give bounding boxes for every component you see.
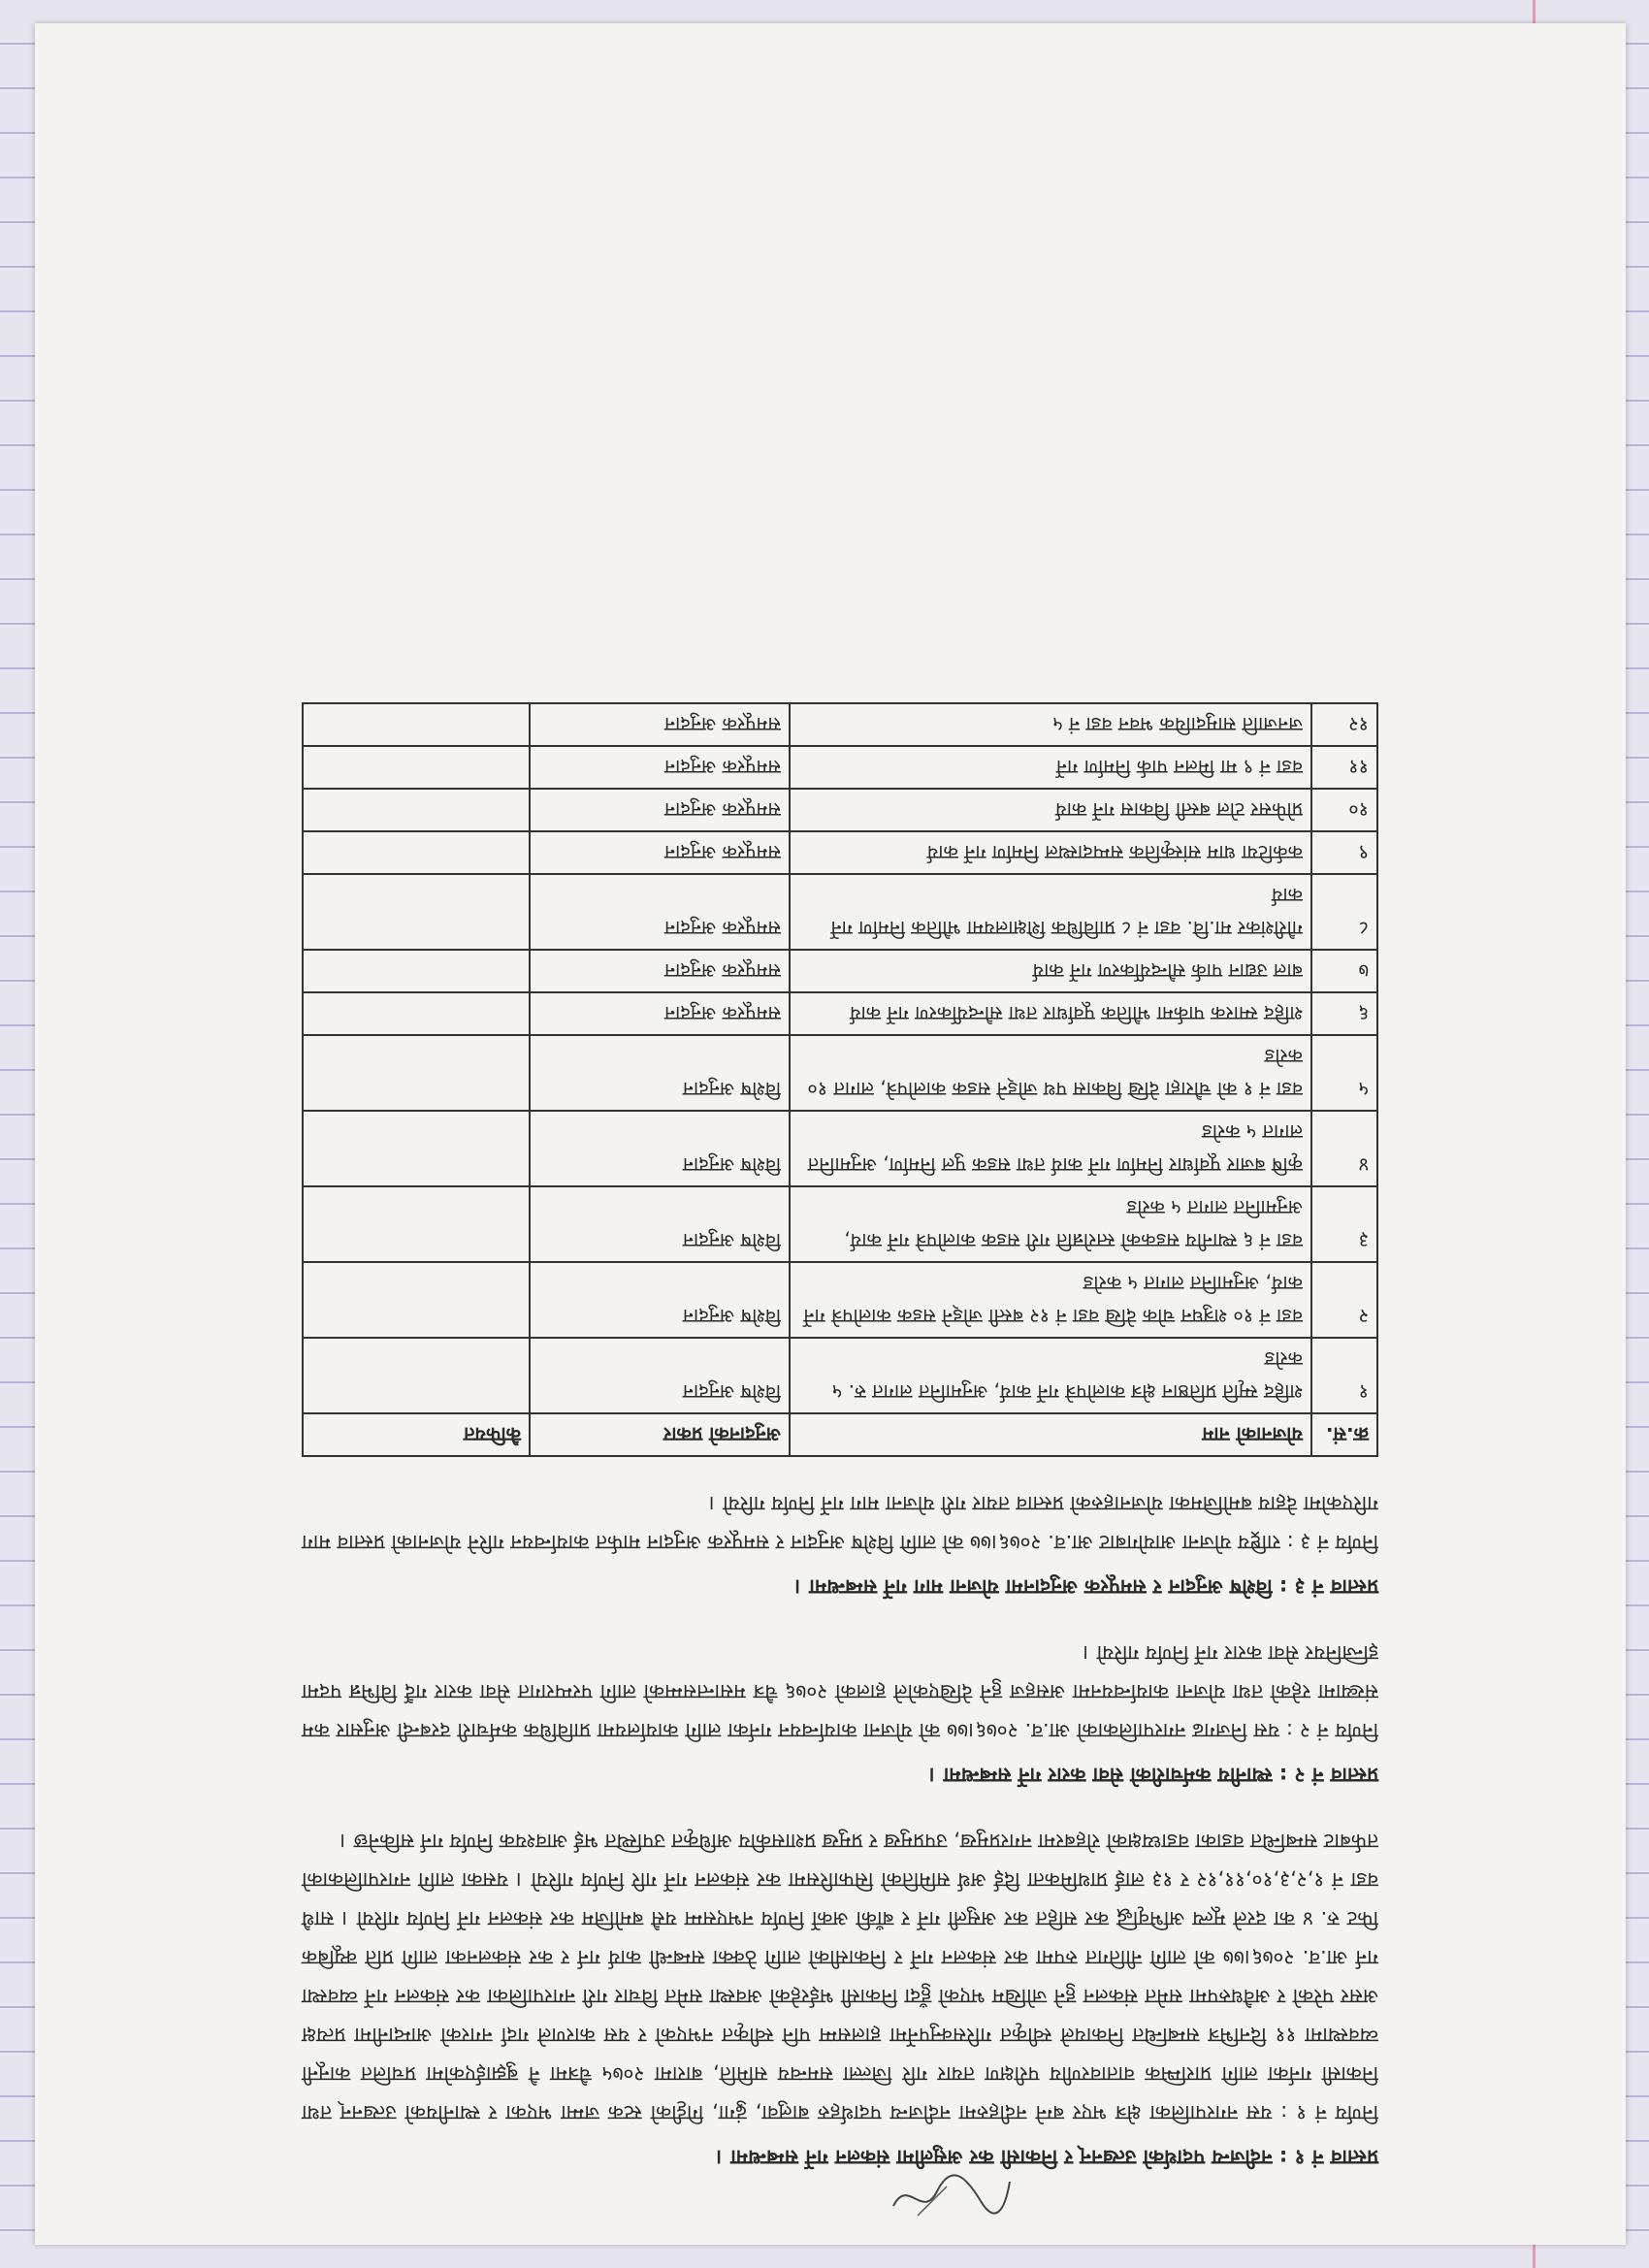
cell-grant-type: विशेष अनुदान [530,1035,790,1111]
motion-title: प्रस्ताव नं २ : स्थानीय कर्मचारीको सेवा करार गर्ने सम्बन्धमा । [928,1764,1378,1787]
motion-1 [302,1822,1378,2177]
cell-grant-type: समपूरक अनुदान [530,703,790,746]
cell-grant-type: समपूरक अनुदान [530,789,790,831]
motion-title: प्रस्ताव नं १ : नदीजन्य पदार्थको उत्खनन् र निकासी कर असुलीमा संकलन गर्ने सम्बन्धमा । [715,2146,1378,2169]
cell-sn: ९ [1311,831,1377,874]
cell-remarks [303,831,530,874]
cell-remarks [303,789,530,831]
document-sheet [35,23,1626,2245]
cell-sn: ६ [1311,992,1377,1035]
cell-plan-name: वडा नं ६ स्थानीय सडकको स्तरोन्नति गरी सडक कालोपत्रे गर्ने कार्य, अनुमानित लागत ५ करोड [790,1186,1311,1262]
cell-remarks [303,1338,530,1413]
cell-plan-name: वडा नं ९ मा मिलन पार्क निर्माण गर्ने [790,746,1311,789]
motion-2 [302,1634,1378,1795]
cell-grant-type: समपूरक अनुदान [530,874,790,950]
cell-plan-name: जनजाति सामुदायिक भवन वडा नं ५ [790,703,1311,746]
table-row [303,831,1377,874]
cell-grant-type: समपूरक अनुदान [530,831,790,874]
cell-grant-type: विशेष अनुदान [530,1111,790,1186]
decision-text: निर्णय नं २ : यस निजगढ नगरपालिकाको आ.व. २०७६।७७ को योजना कार्यान्वयन गर्नका लागि कार्यालयमा प्राविधिक कर्मचारी दरबन्दी अनुसार कम संख्यामा रहेको तथा योजना कार्यान्वयनमा असहज हुने देखिएकोले हालको २०७६ चैत्र मसान्तसम्मको लागि परम्परागत सेवा करार गर्दै विभिन्न पदमा इन्जिनियर सेवा करार गर्ने निर्णय गरियो । [302,1641,1378,1742]
cell-plan-name: शहिद स्मृति प्रतिष्ठान क्षेत्र कालोपत्रे गर्ने कार्य, अनुमानित लागत रु. ५ करोड [790,1338,1311,1413]
table-header-row [303,1413,1377,1456]
cell-plan-name: कर्कटिया धाम सांस्कृतिक सम्पदास्थल निर्माण गर्ने कार्य [790,831,1311,874]
header-remarks: कैफियत [303,1413,530,1456]
table-row [303,1111,1377,1186]
cell-sn: १० [1311,789,1377,831]
header-grant-type: अनुदानको प्रकार [530,1413,790,1456]
header-plan-name: योजनाको नाम [790,1413,1311,1456]
cell-sn: ७ [1311,950,1377,992]
table-row [303,950,1377,992]
table-row [303,703,1377,746]
cell-remarks [303,703,530,746]
handwritten-signature-scribble [889,2167,1015,2225]
cell-grant-type: विशेष अनुदान [530,1186,790,1262]
cell-remarks [303,874,530,950]
cell-plan-name: वडा नं १० शत्रुघन चोक देखि वडा नं १२ बस्ती जोड्ने सडक कालोपत्रे गर्ने कार्य, अनुमानित लागत ५ करोड [790,1262,1311,1338]
cell-plan-name: गौरीशंकर मा.वि. वडा नं ८ प्राविधिक शिक्षालयमा भौतिक निर्माण गर्ने कार्य [790,874,1311,950]
cell-remarks [303,992,530,1035]
cell-plan-name: कृषि बजार पूर्वाधार निर्माण गर्ने कार्य तथा सडक पुल निर्माण, अनुमानित लागत ५ करोड [790,1111,1311,1186]
table-row [303,1338,1377,1413]
cell-sn: ५ [1311,1035,1377,1111]
cell-plan-name: शहिद स्मारक पार्कमा भौतिक पूर्वाधार तथा सौन्दर्यीकरण गर्ने कार्य [790,992,1311,1035]
table-row [303,1035,1377,1111]
plans-table [302,702,1378,1457]
cell-sn: १२ [1311,703,1377,746]
cell-remarks [303,1186,530,1262]
cell-grant-type: समपूरक अनुदान [530,746,790,789]
cell-grant-type: विशेष अनुदान [530,1338,790,1413]
cell-grant-type: समपूरक अनुदान [530,950,790,992]
header-sn: क्र.सं. [1311,1413,1377,1456]
table-row [303,992,1377,1035]
cell-plan-name: बाल उद्यान पार्क सौन्दर्यीकरण गर्ने कार्य [790,950,1311,992]
cell-sn: ४ [1311,1111,1377,1186]
cell-sn: २ [1311,1262,1377,1338]
cell-sn: ३ [1311,1186,1377,1262]
cell-remarks [303,746,530,789]
decision-text: निर्णय नं १ : यस नगरपालिका क्षेत्र भएर बग्ने नदीहरुमा नदीजन्य पदार्थहरु बालुवा, ढुंगा, गिट्टीको स्टक जम्मा भएका र स्थानीयको उत्खनन् तथा निकासी गर्नका लागि प्रारम्भिक वातावरणीय परीक्षण तयार गरि जिल्ला समन्वय समिति, बारामा २०७५ चैत्रमा नै बुझाईएकोमा प्रचलित कानूनी व्यवस्थामा ११ दिनभित्र सम्बन्धित निकायले स्वीकृत गरिसक्नुपर्नेमा हालसम्म पनि स्वीकृत नभएको र यस कारणले गर्दा नगरको आम्दानीमा प्रत्यक्ष असर परेको र अवैधरुपमा समेत संकलन हुने जोखिम भएको हुँदा निकासी भईरहेको अवस्था समेत विचार गरी नगरपालिका कर संकलन गर्ने व्यवस्था गर्न आ.व. २०७६।७७ को लागि नीतिगत रुपमा कर संकलन गर्ने र निकासीको लागि ठेक्का सम्बन्धी कार्य गर्न र कर संकलनका लागि प्रति क्यूबिक फिट रु. ४ का दरले मूल्य अभिवृद्धि कर सहित कर असुली गर्ने र बाँकी अर्को निर्णय नभएसम्म यसै बमोजिम कर संकलन गर्ने निर्णय गरियो । साथै वडा नं १,२,३,१०,११,१२ र १३ लाई प्राथमिकता दिई अर्थ समितिको सिफारिसमा कर संकलन गर्ने गरि निर्णय गरियो । यसका लागि नगरपालिकाको तर्फबाट सम्बन्धित वडाका वडाध्यक्षको रोहबरमा नगरप्रमुख, उपप्रमुख र प्रमुख प्रशासकीय अधिकृत उपस्थित भई आवश्यक निर्णय गर्न सकिनेछ । [302,1830,1378,2124]
document-body [302,702,1378,2177]
motion-3 [302,1484,1378,1606]
table-row [303,746,1377,789]
table-row [303,789,1377,831]
decision-text: निर्णय नं ३ : राष्ट्रिय योजना आयोगबाट आ.व. २०७६।७७ को लागि विशेष अनुदान र समपूरक अनुदान मार्फत कार्यान्वयन गरिने योजनाको प्रस्ताव माग गरिएकोमा देहाय बमोजिमका योजनाहरुको प्रस्ताव तयार गरी योजना माग गर्ने निर्णय गरियो । [302,1492,1378,1554]
cell-plan-name: प्रोफेसर टोल बस्ती विकास गर्ने कार्य [790,789,1311,831]
cell-plan-name: वडा नं १ को चौराहा देखि विकास पथ जोड्ने सडक कालोपत्रे, लागत १० करोड [790,1035,1311,1111]
cell-grant-type: विशेष अनुदान [530,1262,790,1338]
cell-remarks [303,1262,530,1338]
cell-grant-type: समपूरक अनुदान [530,992,790,1035]
cell-remarks [303,1111,530,1186]
cell-sn: ११ [1311,746,1377,789]
cell-remarks [303,950,530,992]
table-row [303,1262,1377,1338]
table-row [303,1186,1377,1262]
cell-sn: ८ [1311,874,1377,950]
table-row [303,874,1377,950]
cell-sn: १ [1311,1338,1377,1413]
cell-remarks [303,1035,530,1111]
rotated-content [35,23,1626,2245]
motion-title: प्रस्ताव नं ३ : विशेष अनुदान र समपूरक अनुदानमा योजना माग गर्ने सम्बन्धमा । [794,1575,1378,1599]
